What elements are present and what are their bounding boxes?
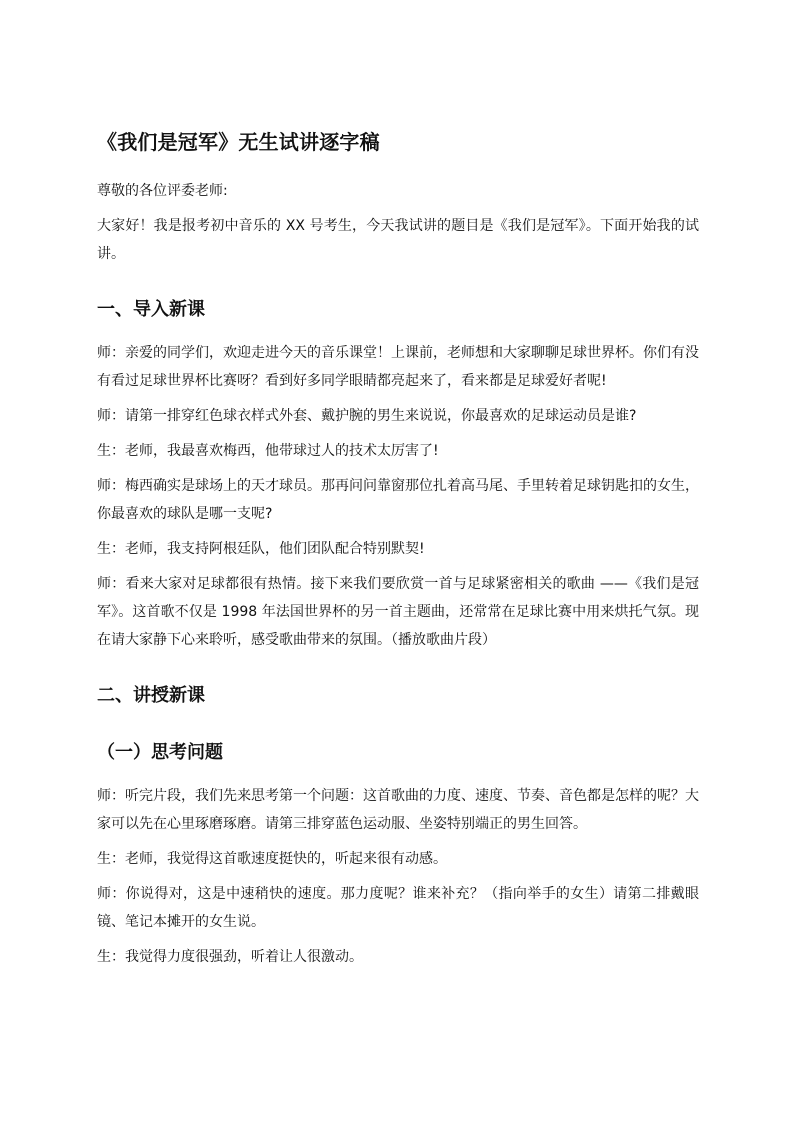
paragraph: 师：听完片段，我们先来思考第一个问题：这首歌曲的力度、速度、节奏、音色都是怎样的呢？大家可以先在心里琢磨琢磨。请第三排穿蓝色运动服、坐姿特别端正的男生回答。: [97, 788, 699, 832]
section-heading-intro: 一、导入新课: [97, 299, 205, 320]
paragraph: 师：梅西确实是球场上的天才球员。那再问问靠窗那位扎着高马尾、手里转着足球钥匙扣的女生，你最喜欢的球队是哪一支呢?: [97, 478, 699, 522]
section-heading-teaching: 二、讲授新课: [97, 685, 205, 706]
intro-paragraph: 大家好！我是报考初中音乐的 XX 号考生，今天我试讲的题目是《我们是冠军》。下面开始我的试讲。: [97, 218, 699, 262]
paragraph: 生：老师，我支持阿根廷队，他们团队配合特别默契!: [97, 541, 425, 557]
paragraph: 师：你说得对，这是中速稍快的速度。那力度呢？谁来补充？（指向举手的女生）请第二排戴眼镜、笔记本摊开的女生说。: [97, 886, 699, 930]
paragraph: 师：亲爱的同学们，欢迎走进今天的音乐课堂！上课前，老师想和大家聊聊足球世界杯。你们有没有看过足球世界杯比赛呀？看到好多同学眼睛都亮起来了，看来都是足球爱好者呢!: [97, 345, 699, 389]
document-title: 《我们是冠军》无生试讲逐字稿: [97, 130, 380, 154]
document-page: [97, 126, 699, 978]
subsection-heading-questions: （一）思考问题: [97, 742, 223, 763]
paragraph: 生：老师，我觉得这首歌速度挺快的，听起来很有动感。: [97, 851, 447, 867]
greeting-text: 尊敬的各位评委老师:: [97, 183, 228, 199]
paragraph: 生：老师，我最喜欢梅西，他带球过人的技术太厉害了!: [97, 443, 439, 459]
paragraph: 师：看来大家对足球都很有热情。接下来我们要欣赏一首与足球紧密相关的歌曲 ——《我们是冠军》。这首歌不仅是 1998 年法国世界杯的另一首主题曲，还常常在足球比赛中用来烘托气氛。现在请大家静下心来聆听，感受歌曲带来的氛围。（播放歌曲片段）: [97, 576, 699, 648]
paragraph: 生：我觉得力度很强劲，听着让人很激动。: [97, 949, 363, 965]
paragraph: 师：请第一排穿红色球衣样式外套、戴护腕的男生来说说，你最喜欢的足球运动员是谁?: [97, 408, 637, 424]
